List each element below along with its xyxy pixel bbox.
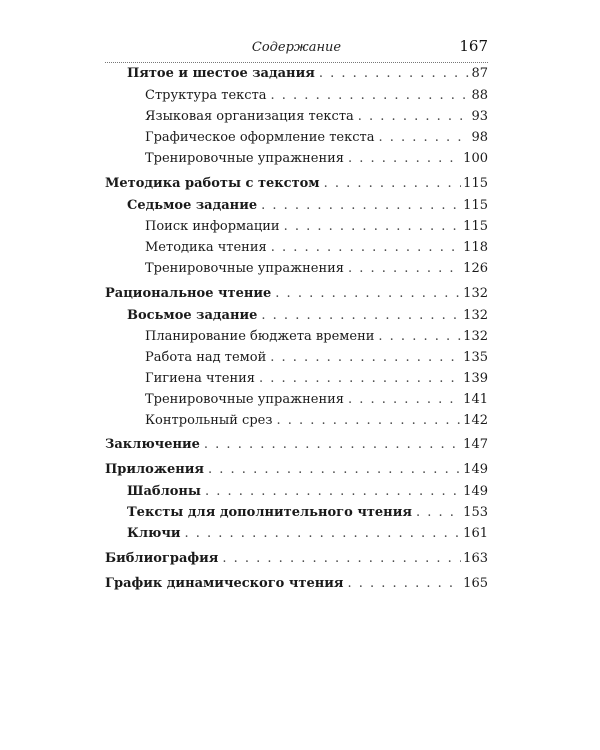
- toc-entry: [0, 286, 600, 306]
- dot-leader: [319, 66, 470, 81]
- toc-entry: [0, 240, 600, 260]
- dot-leader: [271, 240, 461, 255]
- toc-entry-page: 153: [463, 505, 488, 520]
- toc-entry: [0, 437, 600, 457]
- toc-entry: [0, 505, 600, 525]
- dot-leader: [348, 261, 461, 276]
- toc-entry: [0, 462, 600, 482]
- toc-entry: [0, 198, 600, 218]
- toc-entry-page: 115: [463, 176, 488, 191]
- dot-leader: [208, 462, 461, 477]
- toc-entry-title: Пятое и шестое задания: [127, 66, 315, 81]
- toc-entry-page: 161: [463, 526, 488, 541]
- toc-entry: [0, 109, 600, 129]
- toc-entry: [0, 484, 600, 504]
- dot-leader: [204, 437, 461, 452]
- toc-entry-title: Методика работы с текстом: [105, 176, 320, 191]
- page-number: 167: [459, 37, 488, 55]
- toc-entry-page: 132: [463, 286, 488, 301]
- dot-leader: [259, 371, 461, 386]
- toc-entry-title: Восьмое задание: [127, 308, 258, 323]
- toc-entry-page: 139: [463, 371, 488, 386]
- dot-leader: [416, 505, 461, 520]
- dot-leader: [270, 350, 461, 365]
- toc-entry: [0, 88, 600, 108]
- toc-entry-title: Методика чтения: [145, 240, 267, 255]
- toc-entry: [0, 350, 600, 370]
- toc-entry-title: Структура текста: [145, 88, 267, 103]
- toc-entry-title: Рациональное чтение: [105, 286, 272, 301]
- toc-entry: [0, 261, 600, 281]
- toc-entry-title: Тексты для дополнительного чтения: [127, 505, 412, 520]
- toc-entry-page: 165: [463, 576, 488, 591]
- dot-leader: [284, 219, 462, 234]
- toc-entry-page: 93: [471, 109, 488, 124]
- toc-entry: [0, 329, 600, 349]
- toc-entry-page: 135: [463, 350, 488, 365]
- toc-entry-page: 88: [471, 88, 488, 103]
- toc-entry-page: 126: [463, 261, 488, 276]
- dot-leader: [261, 198, 461, 213]
- toc-entry-title: Тренировочные упражнения: [145, 151, 344, 166]
- header-title: Содержание: [251, 40, 342, 55]
- toc-entry-title: Поиск информации: [145, 219, 280, 234]
- dot-leader: [347, 576, 461, 591]
- toc-entry: [0, 130, 600, 150]
- dot-leader: [271, 88, 470, 103]
- toc-entry-page: 98: [471, 130, 488, 145]
- toc-entry: [0, 576, 600, 596]
- toc-entry: [0, 219, 600, 239]
- dot-leader: [275, 286, 461, 301]
- toc-entry-page: 149: [463, 484, 488, 499]
- toc-entry-title: Планирование бюджета времени: [145, 329, 375, 344]
- dot-leader: [222, 551, 461, 566]
- toc-entry-page: 132: [463, 329, 488, 344]
- toc-entry-page: 100: [463, 151, 488, 166]
- dot-leader: [358, 109, 470, 124]
- dot-leader: [261, 308, 461, 323]
- toc-entry-title: График динамического чтения: [105, 576, 344, 591]
- toc-entry-title: Тренировочные упражнения: [145, 392, 344, 407]
- toc-entry-page: 141: [463, 392, 488, 407]
- toc-entry-title: Приложения: [105, 462, 205, 477]
- toc-entry-title: Библиография: [105, 551, 219, 566]
- toc-entry: [0, 151, 600, 171]
- dot-leader: [276, 413, 461, 428]
- toc-entry: [0, 371, 600, 391]
- toc-entry-title: Ключи: [127, 526, 181, 541]
- toc-entry-page: 87: [471, 66, 488, 81]
- toc-entry-page: 132: [463, 308, 488, 323]
- toc-entry-page: 115: [463, 219, 488, 234]
- toc-entry: [0, 413, 600, 433]
- toc-entry: [0, 308, 600, 328]
- toc-entry-page: 115: [463, 198, 488, 213]
- dot-leader: [378, 329, 461, 344]
- dot-leader: [184, 526, 461, 541]
- toc-entry-title: Языковая организация текста: [145, 109, 354, 124]
- toc-entry-page: 142: [463, 413, 488, 428]
- toc-entry-title: Контрольный срез: [145, 413, 273, 428]
- dot-leader: [348, 151, 461, 166]
- toc-entry-title: Графическое оформление текста: [145, 130, 375, 145]
- dot-leader: [348, 392, 461, 407]
- dot-leader: [324, 176, 462, 191]
- toc-entry-page: 118: [463, 240, 488, 255]
- toc-entry: [0, 392, 600, 412]
- toc-entry-title: Седьмое задание: [127, 198, 258, 213]
- toc-entry-title: Тренировочные упражнения: [145, 261, 344, 276]
- toc-entry-title: Гигиена чтения: [145, 371, 255, 386]
- toc-entry: [0, 176, 600, 196]
- dot-leader: [378, 130, 469, 145]
- toc-entry-title: Работа над темой: [145, 350, 267, 365]
- toc-entry: [0, 526, 600, 546]
- toc-entry: [0, 551, 600, 571]
- toc-entry-page: 147: [463, 437, 488, 452]
- dot-leader: [205, 484, 461, 499]
- toc-entry-page: 149: [463, 462, 488, 477]
- toc-entry-title: Шаблоны: [127, 484, 201, 499]
- toc-entry: [0, 66, 600, 86]
- toc-entry-page: 163: [463, 551, 488, 566]
- toc-entry-title: Заключение: [105, 437, 200, 452]
